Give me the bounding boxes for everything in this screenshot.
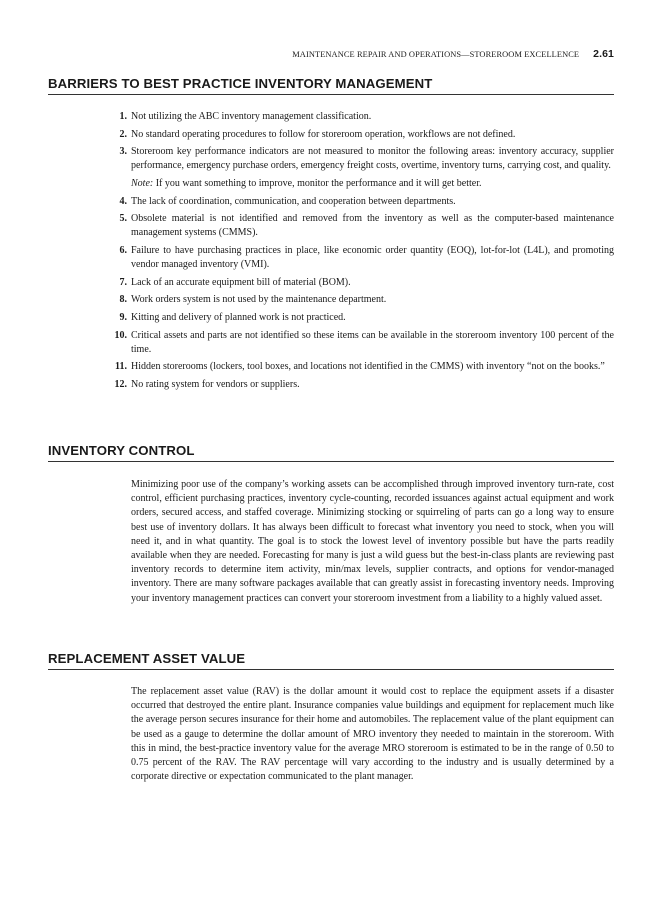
list-item-number: 9. — [119, 311, 127, 323]
list-item-number: 3. — [119, 146, 127, 158]
note-text: If you want something to improve, monitor the performance and it will get better. — [153, 177, 482, 189]
barriers-list — [114, 110, 614, 396]
note-label: Note: — [131, 177, 154, 189]
list-item-number: 11. — [115, 361, 127, 373]
list-item-number: 4. — [119, 195, 127, 207]
list-item-text: Work orders system is not used by the maintenance department. — [131, 294, 387, 306]
section-heading-inventory-control: INVENTORY CONTROL — [48, 443, 614, 462]
list-item-number: 6. — [119, 244, 127, 256]
list-item-number: 10. — [114, 329, 127, 341]
list-item-text: Failure to have purchasing practices in place, like economic order quantity (EOQ), lot-for-lot (L4L), and promoting vendor managed inventory (VMI). — [131, 244, 614, 271]
list-item — [119, 276, 614, 290]
list-item — [119, 244, 614, 272]
list-item-text: Kitting and delivery of planned work is not practiced. — [131, 311, 346, 323]
inventory-control-paragraph: Minimizing poor use of the company’s working assets can be accomplished through improved inventory turn-rate, cost control, efficient purchasing practices, inventory cycle-counting, recorded issuances against actual equipment and work orders, secured access, and staffed coverage. Minimizing stocking or squirreling of parts can go a long way to ensure best use of inventory dollars. It has always been difficult to forecast what inventory you need to stock, when you will need it, and in what quantity. The goal is to stock the lowest level of inventory possible but have the parts readily available when they are needed. Forecasting for many is just a wild guess but the best-in-class plants are reviewing past inventory records to determine item activity, min/max levels, supplier contracts, and options for vendor-managed inventory. There are many software packages available that can greatly assist in forecasting inventory needs. Improving your inventory management practices can convert your storeroom investment from a liability to a highly valued asset. — [131, 479, 614, 604]
list-item — [114, 329, 614, 357]
list-item — [119, 128, 614, 142]
section-heading-barriers: BARRIERS TO BEST PRACTICE INVENTORY MANAGEMENT — [48, 76, 614, 95]
list-item — [119, 212, 614, 240]
list-item-number: 1. — [119, 111, 127, 122]
running-title: MAINTENANCE REPAIR AND OPERATIONS—STOREROOM EXCELLENCE — [292, 50, 580, 59]
list-item-number: 7. — [119, 276, 127, 288]
list-item-number: 2. — [119, 128, 127, 140]
note-paragraph — [131, 177, 614, 191]
replacement-asset-value-paragraph: The replacement asset value (RAV) is the dollar amount it would cost to replace the equipment assets if a disaster occurred that destroyed the entire plant. Insurance companies value buildings and equipment for replacement much like the average person secures insurance for their home and automobiles. The replacement value of the plant equipment can be used as a gauge to determine the dollar amount of MRO inventory they needed to maintain in the storeroom. With this in mind, the best-practice inventory value for the average MRO storeroom is estimated to be in the range of 0.50 to 0.75 percent of the RAV. The RAV percentage will vary according to the industry and is usually determined by a corporate directive or expectation communicated to the plant manager. — [131, 686, 614, 783]
section-heading-replacement-asset-value: REPLACEMENT ASSET VALUE — [48, 651, 614, 670]
list-item-text: No standard operating procedures to follow for storeroom operation, workflows are not defined. — [131, 128, 516, 140]
list-item — [119, 145, 614, 173]
list-item-text: Critical assets and parts are not identified so these items can be available in the storeroom inventory 100 percent of the time. — [131, 329, 614, 355]
list-item — [119, 110, 614, 124]
list-item-text: The lack of coordination, communication, and cooperation between departments. — [131, 195, 456, 207]
list-item-text: Storeroom key performance indicators are not measured to monitor the following areas: inventory accuracy, supplier performance, emergency purchase orders, emergency freight costs, overtime, inventory turns, carrying cost, and quality. — [131, 146, 614, 172]
list-item — [115, 360, 614, 374]
list-item — [119, 311, 614, 325]
list-item — [119, 195, 614, 209]
list-item — [114, 378, 614, 392]
list-item — [119, 293, 614, 307]
page-number: 2.61 — [593, 48, 614, 60]
running-header — [292, 48, 614, 60]
list-item-text: Obsolete material is not identified and removed from the inventory as well as the computer-based maintenance management systems (CMMS). — [131, 213, 614, 239]
list-item-number: 5. — [119, 213, 127, 225]
list-item-text: Lack of an accurate equipment bill of material (BOM). — [131, 276, 351, 288]
list-item-text: No rating system for vendors or suppliers. — [131, 378, 300, 390]
list-item-text: Not utilizing the ABC inventory management classification. — [131, 111, 372, 122]
list-item-text: Hidden storerooms (lockers, tool boxes, and locations not identified in the CMMS) with inventory “not on the books.” — [131, 361, 605, 373]
list-item-number: 12. — [114, 378, 127, 390]
list-item-number: 8. — [119, 294, 127, 306]
